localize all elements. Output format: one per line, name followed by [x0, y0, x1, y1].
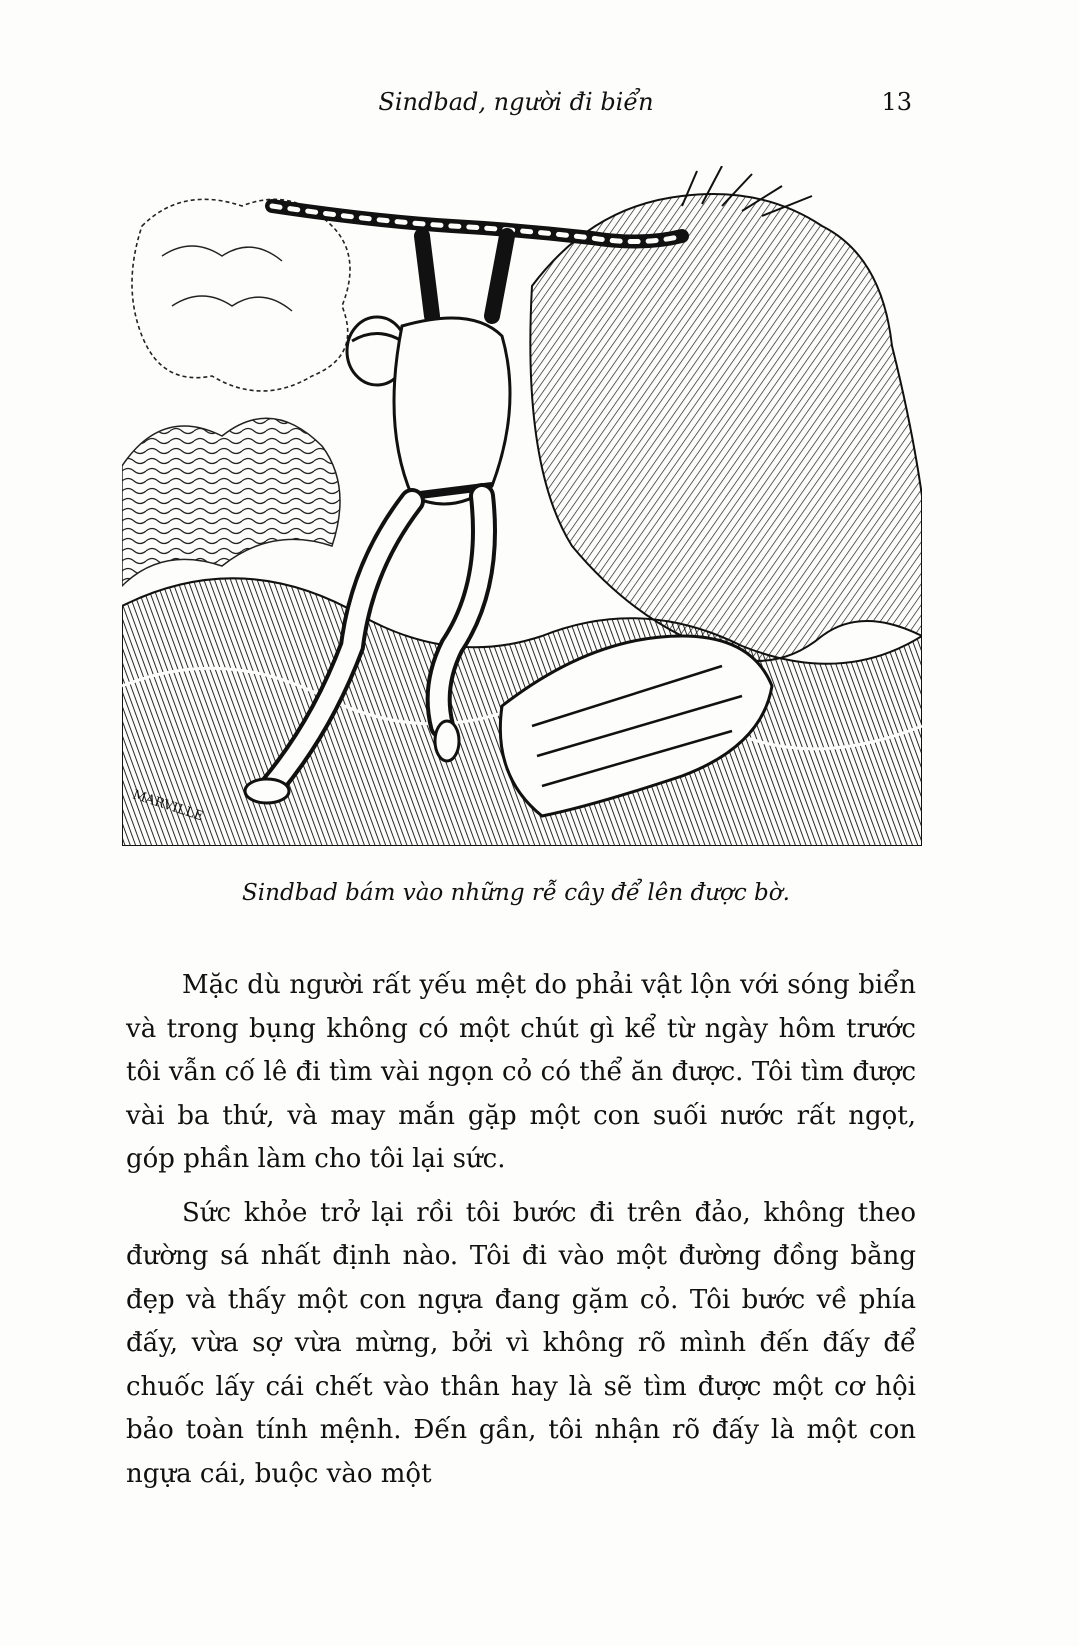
page-number: 13 [881, 88, 912, 116]
sea-spray [122, 418, 340, 586]
engraving-illustration [122, 166, 922, 846]
page-header [120, 86, 912, 126]
paragraph: Mặc dù người rất yếu mệt do phải vật lộn với sóng biển và trong bụng không có một chút gì kể từ ngày hôm trước tôi vẫn cố lê đi tìm vài ngọn cỏ có thể ăn được. Tôi tìm được vài ba thứ, và may mắn gặp một con suối nước rất ngọt, góp phần làm cho tôi lại sức. [126, 970, 916, 1174]
foliage [132, 199, 350, 391]
artist-signature: MARVILLE [130, 787, 206, 825]
paragraph: Sức khỏe trở lại rồi tôi bước đi trên đảo, không theo đường sá nhất định nào. Tôi đi vào một đường đồng bằng đẹp và thấy một con ngựa đang gặm cỏ. Tôi bước về phía đấy, vừa sợ vừa mừng, bởi vì không rõ mình đến đấy để chuốc lấy cái chết vào thân hay là sẽ tìm được một cơ hội bảo toàn tính mệnh. Đến gần, tôi nhận rõ đấy là một con ngựa cái, buộc vào một [126, 1197, 916, 1489]
cliff [530, 194, 922, 661]
body-text [126, 964, 916, 1506]
illustration-caption: Sindbad bám vào những rễ cây để lên được bờ. [242, 880, 790, 906]
running-title: Sindbad, người đi biển [378, 88, 654, 116]
